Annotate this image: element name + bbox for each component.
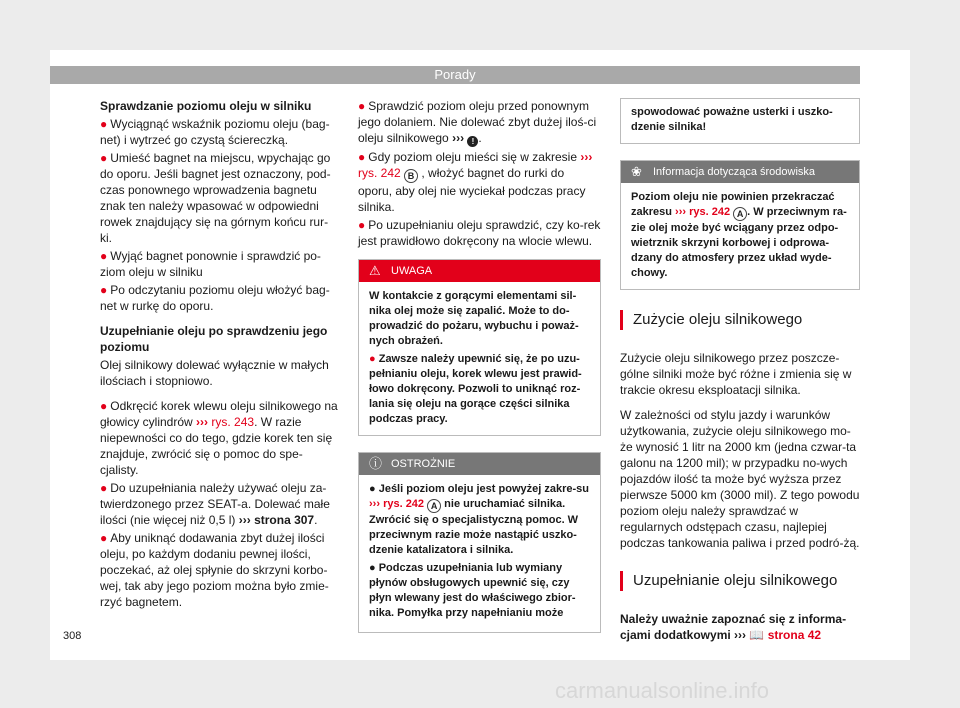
paragraph: Należy uważnie zapoznać się z informa-cjami dodatkowymi ››› 📖 strona 42 bbox=[620, 612, 847, 642]
bullet-icon: ● bbox=[358, 150, 366, 164]
warning-ref-icon[interactable]: ! bbox=[467, 136, 478, 147]
list-item: ● Aby uniknąć dodawania zbyt dużej ilości oleju, po każdym dodaniu pewnej ilości, poczekać, aż olej spłynie do skrzyni korbo-wej, tak aby jego poziom można było zmie-rzyć bagnetem. bbox=[100, 531, 329, 609]
info-circle-icon: ⓘ bbox=[369, 456, 383, 471]
heading-oil-check: Sprawdzanie poziomu oleju w silniku bbox=[100, 99, 312, 113]
chevron-right-icon: ››› bbox=[452, 131, 465, 145]
page-ref-link[interactable]: strona 42 bbox=[767, 628, 822, 642]
book-icon: 📖 bbox=[749, 628, 765, 642]
page-header: Porady bbox=[50, 66, 860, 84]
list-item: ● Po uzupełnianiu oleju sprawdzić, czy ko-rek jest prawidłowo dokręcony na wlocie wlewu. bbox=[358, 218, 601, 248]
warning-box bbox=[358, 259, 601, 436]
bullet-icon: ● bbox=[100, 117, 108, 131]
figure-ref-link[interactable]: rys. 242 bbox=[689, 206, 731, 218]
chevron-right-icon: ››› bbox=[580, 150, 593, 164]
list-item: ● Zawsze należy upewnić się, że po uzu-pełnianiu oleju, korek wlewu jest prawid-łowo dokręcony. Pozwoli to uniknąć roz-lania się oleju na gorące części silnika podczas pracy. bbox=[369, 353, 582, 425]
caution-box bbox=[358, 452, 601, 633]
marker-a-icon: A bbox=[427, 499, 441, 513]
chevron-right-icon: ››› bbox=[675, 206, 687, 218]
bullet-icon: ● bbox=[100, 249, 108, 263]
section-title-oil-consumption: Zużycie oleju silnikowego bbox=[620, 310, 860, 330]
figure-ref-link[interactable]: rys. 242 bbox=[383, 498, 425, 510]
page-number: 308 bbox=[63, 630, 82, 642]
column-right bbox=[620, 98, 860, 652]
chevron-right-icon: ››› bbox=[196, 415, 209, 429]
list-item: ● Wyjąć bagnet ponownie i sprawdzić po-ziom oleju w silniku bbox=[100, 249, 321, 279]
list-item: ● Po odczytaniu poziomu oleju włożyć bag-net w rurkę do oporu. bbox=[100, 283, 330, 313]
list-item: ● Umieść bagnet na miejscu, wpychając go do oporu. Jeśli bagnet jest oznaczony, pod-czas ponownego wprowadzenia bagnetu znak ten należy wpasować w odpowiedni rowek znajdujący się na górnym końcu rur-ki. bbox=[100, 151, 331, 245]
paragraph: W zależności od stylu jazdy i warunków użytkowania, zużycie oleju silnikowego mo-że wynosić 1 litr na 2000 km (jedna czwar-ta galonu na 1200 mil); w przypadku no-wych pojazdów ilość ta może być wyższa przez pierwsze 5000 km (3000 mil). Z tego powodu poziom oleju należy sprawdzać w regularnych odstępach czasu, najlepiej podczas tankowania paliwa i przed podró-żą. bbox=[620, 408, 860, 550]
chevron-right-icon: ››› bbox=[369, 498, 380, 510]
bullet-icon: ● bbox=[100, 399, 108, 413]
page-ref-link[interactable]: strona 307 bbox=[254, 513, 315, 527]
environment-box-header: ❀ Informacja dotycząca środowiska bbox=[621, 161, 859, 183]
list-item: ● Wyciągnąć wskaźnik poziomu oleju (bag-net) i wytrzeć go czystą ściereczką. bbox=[100, 117, 330, 147]
caution-box-header: ⓘ OSTROŻNIE bbox=[359, 453, 600, 475]
column-left bbox=[100, 98, 340, 612]
figure-ref-link[interactable]: rys. 242 bbox=[358, 166, 401, 180]
bullet-icon: ● bbox=[100, 151, 108, 165]
column-middle bbox=[358, 98, 601, 649]
marker-a-icon: A bbox=[733, 207, 747, 221]
marker-b-icon: B bbox=[404, 169, 418, 183]
flower-icon: ❀ bbox=[631, 164, 642, 179]
bullet-icon: ● bbox=[369, 353, 376, 365]
heading-oil-topup: Uzupełnianie oleju po sprawdzeniu jego poziomu bbox=[100, 324, 328, 354]
list-item: ● Podczas uzupełniania lub wymiany płynów obsługowych upewnić się, czy płyn wlewany jest do właściwego zbior-nika. Pomyłka przy napełnianiu może bbox=[369, 562, 576, 619]
caution-box-continued: spowodować poważne usterki i uszko-dzenie silnika! bbox=[620, 98, 860, 144]
bullet-icon: ● bbox=[100, 283, 108, 297]
chevron-right-icon: ››› bbox=[734, 628, 747, 642]
environment-info-box: ❀ Informacja dotycząca środowiska Poziom oleju nie powinien przekraczać zakresu ››› rys. 242 A . W przeciwnym ra-zie olej może być wciągany przez odpo-wietrznik skrzyni korbowej i odprowa-dzany do atmosfery przez układ wyde-chowy. bbox=[620, 160, 860, 290]
list-item: ● Jeśli poziom oleju jest powyżej zakre-su ››› rys. 242 A nie uruchamiać silnika. Zwrócić się o specjalistyczną pomoc. W przeciwnym razie może nastąpić uszko-dzenie katalizatora i silnika. bbox=[369, 483, 589, 556]
watermark: carmanualsonline.info bbox=[555, 678, 770, 703]
paragraph: W kontakcie z gorącymi elementami sil-nika olej może się zapalić. Może to do-prowadzić do pożaru, wybuchu i poważ-nych obrażeń. bbox=[369, 290, 579, 347]
list-item: ● Odkręcić korek wlewu oleju silnikowego na głowicy cylindrów ››› rys. 243. W razie niepewności co do tego, gdzie korek ten się znajduje, zwrócić się o pomoc do spe-cjalisty. bbox=[100, 399, 338, 477]
warning-triangle-icon: ⚠ bbox=[369, 263, 381, 278]
warning-box-header: ⚠ UWAGA bbox=[359, 260, 600, 282]
section-title-oil-topup: Uzupełnianie oleju silnikowego bbox=[620, 571, 860, 591]
list-item: ● Do uzupełniania należy używać oleju za-twierdzonego przez SEAT-a. Dolewać małe ilości (nie więcej niż 0,5 l) ››› strona 307. bbox=[100, 481, 330, 527]
paragraph: Zużycie oleju silnikowego przez poszcze-gólne silniki może być różne i zmienia się w trakcie okresu eksploatacji silnika. bbox=[620, 351, 852, 397]
bullet-icon: ● bbox=[100, 481, 108, 495]
list-item: ● Sprawdzić poziom oleju przed ponownym jego dolaniem. Nie dolewać zbyt dużej iloś-ci oleju silnikowego ››› ! . bbox=[358, 99, 597, 146]
paragraph: Olej silnikowy dolewać wyłącznie w małych ilościach i stopniowo. bbox=[100, 358, 329, 388]
chevron-right-icon: ››› bbox=[238, 513, 251, 527]
bullet-icon: ● bbox=[358, 99, 366, 113]
bullet-icon: ● bbox=[100, 531, 108, 545]
figure-ref-link[interactable]: rys. 243 bbox=[211, 415, 255, 429]
bullet-icon: ● bbox=[358, 218, 366, 232]
list-item: ● Gdy poziom oleju mieści się w zakresie ››› rys. 242 B , włożyć bagnet do rurki do oporu, aby olej nie wyciekał podczas pracy silnika. bbox=[358, 150, 593, 214]
